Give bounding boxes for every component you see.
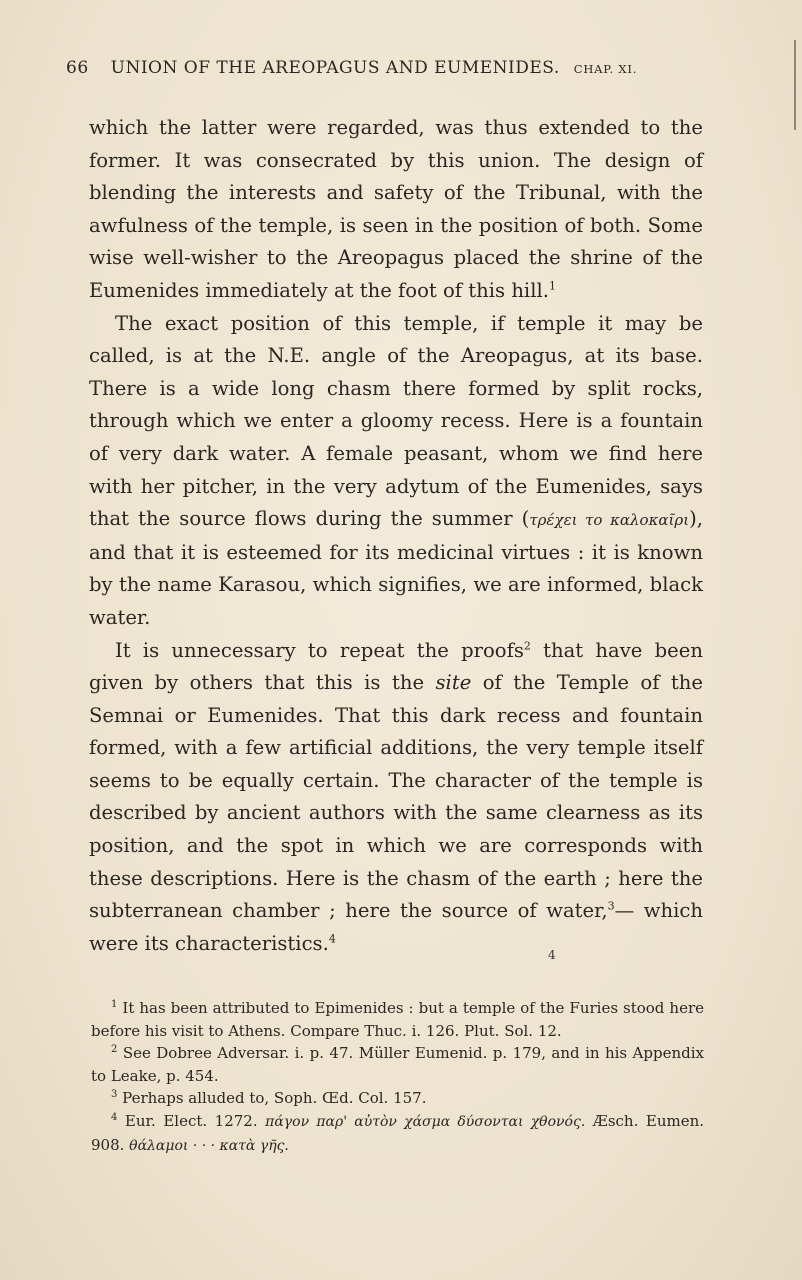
italic-word: site [435, 671, 472, 695]
main-text [89, 112, 703, 960]
footnote-text: Eur. Elect. 1272. [124, 1111, 266, 1130]
footnote-3 [91, 1087, 704, 1110]
greek-quote: θάλαμοι · · · κατὰ γῆς. [129, 1137, 289, 1154]
footnote-number: 1 [111, 999, 118, 1010]
paragraph-text: ), and that it is esteemed for its medicinal virtues : it is known by the name Karasou, which signifies, we are informed, black water. [89, 507, 703, 629]
paragraph-text: which the latter were regarded, was thus extended to the former. It was consecrated by this union. The design of blending the interests and safety of the Tribunal, with the awfulness of the temple, is seen in the position of both. Some wise well-wisher to the Areopagus placed the shrine of the Eumenides immediately at the foot of this hill. [89, 116, 703, 302]
stray-mark: 4 [548, 948, 556, 962]
footnote-text: Æsch. Eumen. 908. [91, 1111, 705, 1154]
footnote-text: See Dobree Adversar. i. p. 47. Müller Eumenid. p. 179, and in his Appendix to Leake, p. 454. [91, 1044, 704, 1085]
footnote-text: Perhaps alluded to, Soph. Œd. Col. 157. [122, 1089, 427, 1108]
paragraph-3 [89, 635, 703, 961]
running-header [66, 58, 706, 78]
footnote-ref: 2 [523, 638, 531, 652]
footnote-ref: 4 [328, 932, 336, 946]
page-edge-line [794, 40, 796, 130]
footnote-number: 3 [111, 1089, 118, 1101]
footnote-4 [91, 1110, 704, 1157]
paragraph-text: that have been given by others that this is the [89, 638, 703, 695]
paragraph-text: — which were its characteristics. [89, 899, 703, 955]
running-title: UNION OF THE AREOPAGUS AND EUMENIDES. [110, 58, 560, 78]
paragraph-text: of the Temple of the Semnai or Eumenides. That this dark recess and fountain formed, with a few artificial additions, the very temple itself seems to be equally certain. The character of the temple is described by ancient authors with the same clearness as its position, and the spot in which we are corresponds with these descriptions. Here is the chasm of the earth ; here the subterranean chamber ; here the source of water, [89, 671, 703, 923]
paragraph-1 [89, 112, 703, 308]
footnote-2 [91, 1042, 704, 1087]
footnote-number: 4 [111, 1111, 118, 1123]
greek-phrase: τρέχει το καλοκαῖρι [529, 511, 690, 530]
footnote-ref: 1 [548, 279, 556, 293]
paragraph-text: The exact position of this temple, if temple it may be called, is at the N.E. angle of the Areopagus, at its base. There is a wide long chasm there formed by split rocks, through which we enter a gloomy recess. Here is a fountain of very dark water. A female peasant, whom we find here with her pitcher, in the very adytum of the Eumenides, says that the source flows during the summer ( [89, 311, 703, 531]
chapter-label: CHAP. XI. [573, 62, 638, 76]
footnote-text: It has been attributed to Epimenides : but a temple of the Furies stood here before his visit to Athens. Compare Thuc. i. 126. Plut. Sol. 12. [91, 999, 704, 1040]
footnote-ref: 3 [607, 899, 615, 913]
paragraph-2 [89, 308, 703, 635]
page-number: 66 [66, 58, 89, 78]
paragraph-text: It is unnecessary to repeat the proofs [115, 638, 524, 662]
greek-quote: πάγον παρ' αὐτὸν χάσμα δύσονται χθονός. [265, 1113, 586, 1130]
footnotes [91, 997, 704, 1157]
footnote-number: 2 [111, 1044, 118, 1056]
footnote-1 [91, 997, 704, 1042]
